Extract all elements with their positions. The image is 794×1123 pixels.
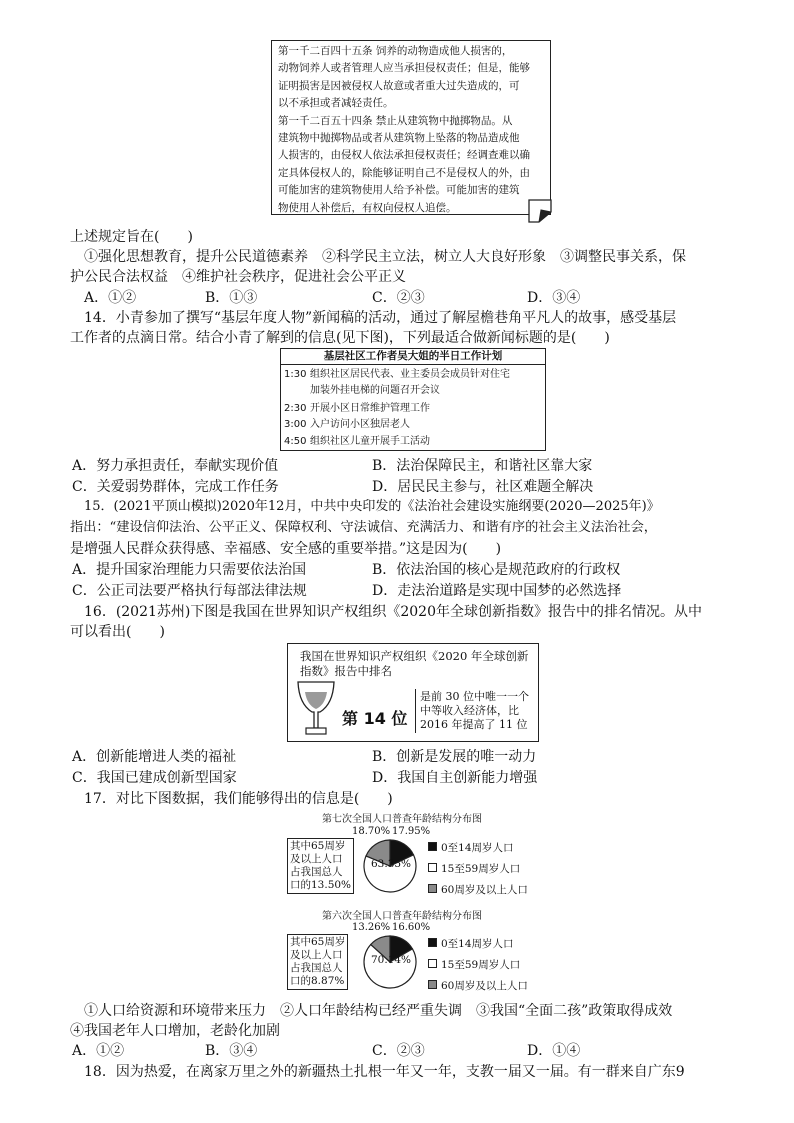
chart1-title: 第七次全国人口普查年龄结构分布图 (322, 814, 482, 825)
law-line: 以不承担或者减轻责任。 (278, 97, 394, 110)
law-line: 第一千二百五十四条 禁止从建筑物中抛掷物品。从 (278, 114, 513, 127)
legend-swatch (428, 884, 437, 893)
q15-option-c[interactable]: C．公正司法要严格执行每部法律法规 (72, 583, 307, 599)
chart1-note-box: 其中65周岁 及以上人口 占我国总人 口的13.50% (287, 838, 354, 894)
plan-row: 4:50 组织社区儿童开展手工活动 (284, 436, 430, 447)
q17-option-b[interactable]: B．③④ (205, 1043, 258, 1059)
legend-swatch (428, 959, 437, 968)
chart1-label-0to14: 17.95% (392, 826, 431, 837)
plan-row: 2:30 开展小区日常维护管理工作 (284, 403, 430, 414)
rank-value: 第 14 位 (342, 709, 408, 728)
q17-items-line1: ①人口给资源和环境带来压力 ②人口年龄结构已经严重失调 ③我国“全面二孩”政策取得成效 (84, 1003, 673, 1019)
legend-item: 15至59周岁人口 (428, 955, 528, 976)
q15-option-a[interactable]: A．提升国家治理能力只需要依法治国 (72, 562, 307, 578)
q13-items-line1: ①强化思想教育，提升公民道德素养 ②科学民主立法，树立人大良好形象 ③调整民事关系，保 (84, 249, 686, 265)
q14-option-c[interactable]: C．关爱弱势群体，完成工作任务 (72, 479, 279, 495)
q18-stem-line1: 18．因为热爱，在离家万里之外的新疆热土扎根一年又一年，支教一届又一届。有一群来自广东9 (84, 1064, 685, 1080)
q15-option-b[interactable]: B．依法治国的核心是规范政府的行政权 (372, 562, 621, 578)
legend-item: 0至14周岁人口 (428, 934, 528, 955)
trophy-icon (296, 678, 336, 740)
page-curl-icon (527, 198, 553, 224)
chart2-title: 第六次全国人口普查年龄结构分布图 (322, 911, 482, 922)
legend-item: 60周岁及以上人口 (428, 880, 528, 901)
legend-item: 15至59周岁人口 (428, 859, 528, 880)
q15-stem-line3: 是增强人民群众获得感、幸福感、安全感的重要举措。”这是因为( ) (70, 541, 502, 557)
q16-stem-line2: 可以看出( ) (70, 624, 165, 640)
law-line: 物使用人补偿后，有权向侵权人追偿。 (278, 201, 457, 214)
plan-row: 3:00 入户访问小区独居老人 (284, 419, 410, 430)
q17-items-line2: ④我国老年人口增加，老龄化加剧 (70, 1023, 280, 1039)
legend-swatch (428, 842, 437, 851)
rank-divider (415, 689, 416, 733)
chart1-legend (428, 838, 528, 901)
work-plan-table (280, 348, 546, 451)
q15-stem-line2: 指出：“建设信仰法治、公平正义、保障权利、守法诚信、充满活力、和谐有序的社会主义法治社会， (70, 520, 657, 535)
law-line: 人损害的，由侵权人依法承担侵权责任；经调查难以确 (278, 149, 530, 162)
law-line: 动物饲养人或者管理人应当承担侵权责任；但是，能够 (278, 62, 530, 75)
q13-option-c[interactable]: C．②③ (372, 290, 425, 306)
q13-stem: 上述规定旨在( ) (70, 229, 193, 245)
q17-option-d[interactable]: D．①④ (527, 1043, 581, 1059)
legend-swatch (428, 980, 437, 989)
legend-item: 60周岁及以上人口 (428, 976, 528, 997)
q13-items-line2: 护公民合法权益 ④维护社会秩序，促进社会公平正义 (70, 269, 406, 285)
rank-note: 是前 30 位中唯一一个 中等收入经济体，比 2016 年提高了 11 位 (420, 690, 529, 731)
chart2-label-15to59: 70.14% (371, 954, 412, 966)
law-line: 定具体侵权人的，除能够证明自己不是侵权人的外，由 (278, 166, 530, 179)
q14-stem-line2: 工作者的点滴日常。结合小青了解到的信息(见下图)，下列最适合做新闻标题的是( ) (70, 330, 610, 346)
q16-stem-line1: 16．(2021苏州)下图是我国在世界知识产权组织《2020年全球创新指数》报告中的排名情况。从中 (84, 604, 702, 620)
innovation-rank-figure (287, 643, 539, 742)
q17-option-c[interactable]: C．②③ (372, 1043, 425, 1059)
q16-option-c[interactable]: C．我国已建成创新型国家 (72, 770, 237, 786)
law-line: 证明损害是因被侵权人故意或者重大过失造成的，可 (278, 79, 520, 92)
q16-option-d[interactable]: D．我国自主创新能力增强 (372, 770, 538, 786)
q17-stem: 17．对比下图数据，我们能够得出的信息是( ) (84, 791, 393, 807)
q13-option-b[interactable]: B．①③ (205, 290, 258, 306)
plan-title: 基层社区工作者吴大姐的半日工作计划 (281, 349, 545, 365)
q17-option-a[interactable]: A．①② (72, 1043, 125, 1059)
chart1-label-15to59: 63.35% (371, 858, 412, 870)
legend-swatch (428, 938, 437, 947)
q15-stem-line1: 15．(2021平顶山模拟)2020年12月，中共中央印发的《法治社会建设实施纲要(2020—2025年)》 (84, 499, 660, 514)
q14-option-a[interactable]: A．努力承担责任，奉献实现价值 (72, 458, 279, 474)
chart2-label-60plus: 13.26% (352, 922, 391, 933)
legend-swatch (428, 863, 437, 872)
chart2-legend (428, 934, 528, 997)
q16-option-a[interactable]: A．创新能增进人类的福祉 (72, 749, 237, 765)
rank-heading: 我国在世界知识产权组织《2020 年全球创新 (300, 649, 529, 663)
q14-stem-line1: 14．小青参加了撰写“基层年度人物”新闻稿的活动，通过了解屋檐巷角平凡人的故事，感受基层 (84, 310, 677, 326)
chart2-label-0to14: 16.60% (392, 922, 431, 933)
rank-heading: 指数》报告中排名 (300, 664, 392, 678)
chart1-label-60plus: 18.70% (352, 826, 391, 837)
law-excerpt-box (271, 40, 551, 215)
plan-row: 1:30 组织社区居民代表、业主委员会成员针对住宅 (284, 369, 510, 380)
plan-row: 加装外挂电梯的问题召开会议 (310, 385, 440, 396)
q16-option-b[interactable]: B．创新是发展的唯一动力 (372, 749, 537, 765)
q15-option-d[interactable]: D．走法治道路是实现中国梦的必然选择 (372, 583, 622, 599)
chart2-note-box: 其中65周岁 及以上人口 占我国总人 口的8.87% (287, 934, 348, 990)
q13-option-d[interactable]: D．③④ (527, 290, 581, 306)
q13-option-a[interactable]: A．①② (84, 290, 137, 306)
q14-option-d[interactable]: D．居民民主参与，社区难题全解决 (372, 479, 594, 495)
law-line: 可能加害的建筑物使用人给予补偿。可能加害的建筑 (278, 184, 520, 197)
legend-item: 0至14周岁人口 (428, 838, 528, 859)
q14-option-b[interactable]: B．法治保障民主，和谐社区靠大家 (372, 458, 593, 474)
law-line: 第一千二百四十五条 饲养的动物造成他人损害的， (278, 45, 513, 57)
law-line: 建筑物中抛掷物品或者从建筑物上坠落的物品造成他 (278, 132, 520, 145)
